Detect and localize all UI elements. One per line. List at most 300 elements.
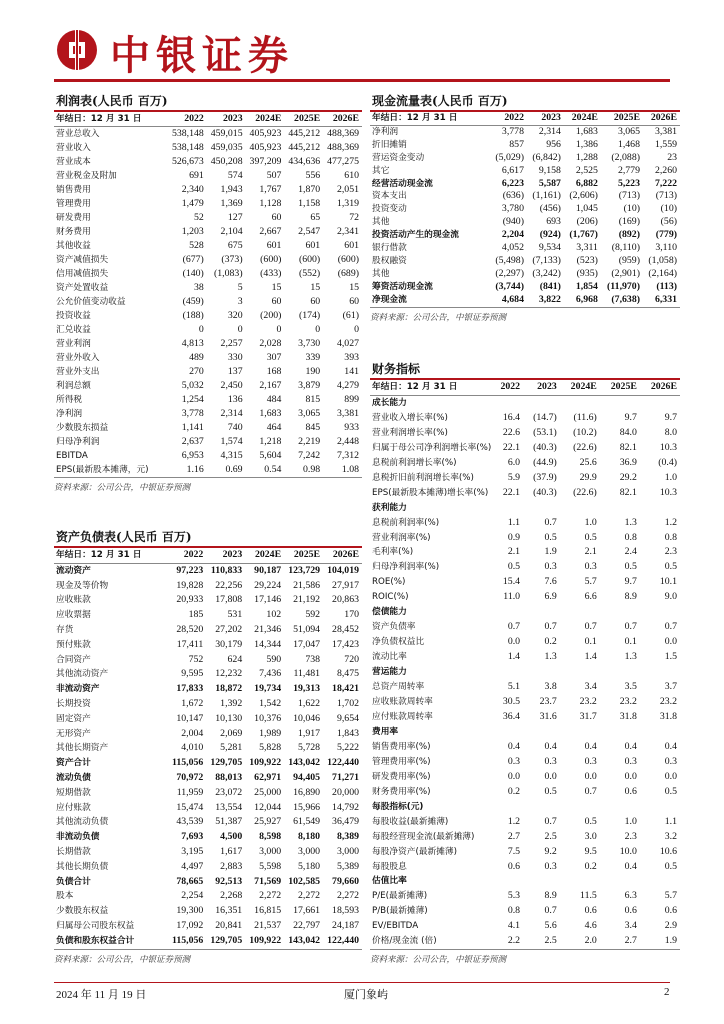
row-value: 0.1 bbox=[624, 636, 637, 648]
row-value: 6,223 bbox=[501, 177, 524, 189]
table-row bbox=[370, 650, 680, 665]
row-value: 31.8 bbox=[659, 710, 677, 722]
table-row bbox=[54, 889, 362, 904]
row-label: 所得税 bbox=[56, 395, 83, 405]
row-value: 17,423 bbox=[332, 638, 359, 650]
row-value: 36.9 bbox=[619, 456, 637, 468]
header-year-cell: 2026E bbox=[323, 112, 362, 127]
row-value: 2,268 bbox=[220, 890, 243, 902]
row-value: 0.5 bbox=[584, 531, 597, 543]
row-value: 1,479 bbox=[181, 198, 204, 209]
row-value: 1,045 bbox=[575, 203, 598, 215]
row-value: 3,000 bbox=[336, 845, 359, 857]
row-value: 18,593 bbox=[332, 905, 359, 917]
row-label: 长期借款 bbox=[56, 846, 91, 857]
table-row bbox=[54, 875, 362, 890]
row-value bbox=[523, 395, 560, 410]
footer-date: 2024 年 11 月 19 日 bbox=[56, 989, 147, 1001]
row-value: 65 bbox=[310, 212, 321, 223]
row-value: 3,311 bbox=[576, 242, 598, 254]
row-value: 2,051 bbox=[336, 184, 359, 195]
header-year-cell: 2023 bbox=[527, 112, 564, 125]
table-row bbox=[370, 904, 680, 919]
row-value: 3,381 bbox=[336, 408, 359, 419]
row-value: 11,481 bbox=[293, 668, 321, 680]
row-value: 0.2 bbox=[544, 636, 557, 648]
row-value: 2,341 bbox=[336, 226, 359, 237]
row-value: 0.5 bbox=[664, 785, 677, 797]
row-label: 财务费用 bbox=[56, 227, 91, 237]
row-value: 13,554 bbox=[215, 801, 243, 813]
row-value: 22.6 bbox=[502, 426, 521, 438]
row-value: 0.6 bbox=[624, 905, 637, 917]
row-value: 0.3 bbox=[544, 860, 557, 872]
table-row bbox=[370, 665, 680, 680]
row-label: 股权融资 bbox=[372, 255, 407, 266]
row-label: 应收账款 bbox=[56, 595, 91, 606]
row-value: 845 bbox=[305, 422, 321, 433]
row-value: 15 bbox=[349, 282, 359, 293]
row-label: 营业收入增长率(%) bbox=[372, 412, 448, 423]
row-value: (600) bbox=[298, 254, 321, 265]
row-value: 24,187 bbox=[332, 919, 359, 931]
table-row bbox=[54, 393, 362, 407]
row-value: 43,539 bbox=[176, 816, 204, 828]
row-value bbox=[492, 501, 523, 516]
row-value: 450,208 bbox=[210, 156, 243, 167]
row-value: 815 bbox=[305, 394, 321, 405]
row-label: 营业外支出 bbox=[56, 367, 100, 377]
row-value: 0.0 bbox=[507, 636, 521, 648]
row-label: 银行借款 bbox=[372, 243, 407, 254]
row-value: 5,604 bbox=[259, 450, 282, 461]
row-value: 7,242 bbox=[298, 450, 321, 461]
row-value bbox=[560, 605, 600, 620]
header-year-cell: 2023 bbox=[206, 548, 245, 563]
row-value: (523) bbox=[576, 254, 598, 266]
row-value: 477,275 bbox=[327, 156, 359, 167]
row-label: 资本支出 bbox=[372, 191, 407, 202]
table-row bbox=[54, 337, 362, 351]
table-row bbox=[370, 203, 680, 216]
row-label: 公允价值变动收益 bbox=[56, 297, 126, 307]
table-row bbox=[54, 801, 362, 816]
row-value: (56) bbox=[660, 216, 677, 228]
row-value: 30,179 bbox=[215, 638, 243, 650]
row-value: 434,636 bbox=[288, 156, 321, 167]
row-value: 8,598 bbox=[259, 831, 282, 843]
row-value: 60 bbox=[271, 296, 282, 307]
row-label: 无形资产 bbox=[56, 728, 91, 739]
table-row bbox=[54, 786, 362, 801]
header-label-cell: 年结日：12 月 31 日 bbox=[54, 112, 168, 127]
row-label: 少数股东权益 bbox=[56, 906, 109, 917]
row-label: 预付账款 bbox=[56, 639, 91, 650]
row-label: 营业利润增长率(%) bbox=[372, 427, 448, 438]
row-value: 691 bbox=[189, 170, 204, 181]
row-value bbox=[523, 874, 560, 889]
row-value: 18,421 bbox=[332, 683, 359, 695]
row-value bbox=[640, 665, 680, 680]
row-label: 其他收益 bbox=[56, 241, 91, 251]
table-row bbox=[370, 501, 680, 516]
row-value: 307 bbox=[266, 352, 282, 363]
table-row bbox=[54, 127, 362, 142]
row-value: 2,272 bbox=[259, 890, 282, 902]
row-value: 1,672 bbox=[181, 697, 204, 709]
row-value: 22,256 bbox=[215, 579, 243, 591]
row-value: 1,917 bbox=[297, 727, 321, 739]
row-value: 538,148 bbox=[171, 128, 204, 139]
row-value: 6,968 bbox=[575, 293, 598, 305]
income-title: 利润表(人民币 百万) bbox=[54, 92, 362, 112]
row-value: 3,822 bbox=[538, 293, 561, 305]
row-value: 1,392 bbox=[220, 697, 243, 709]
row-value: 20,863 bbox=[332, 594, 359, 606]
row-value: 1.08 bbox=[341, 464, 359, 475]
row-value: 61,549 bbox=[293, 816, 321, 828]
table-row bbox=[54, 860, 362, 875]
row-value bbox=[600, 605, 640, 620]
row-value: 17,808 bbox=[215, 594, 243, 606]
row-value bbox=[523, 665, 560, 680]
row-value: (1,058) bbox=[648, 254, 677, 266]
row-value: 1,943 bbox=[220, 184, 243, 195]
row-value: 0.5 bbox=[544, 531, 557, 543]
row-value: 0.6 bbox=[507, 860, 521, 872]
row-value: (3,744) bbox=[495, 280, 524, 292]
row-value: (3,242) bbox=[532, 267, 561, 279]
row-value: 60 bbox=[349, 296, 359, 307]
row-value: (10) bbox=[623, 203, 640, 215]
table-row bbox=[54, 435, 362, 449]
header-year-cell: 2025E bbox=[601, 112, 643, 125]
row-value bbox=[523, 501, 560, 516]
header-year-cell: 2022 bbox=[492, 380, 523, 395]
row-value: 1,683 bbox=[259, 408, 282, 419]
row-value: 4,279 bbox=[336, 380, 359, 391]
row-value: 23,072 bbox=[215, 786, 243, 798]
row-label: 流动比率 bbox=[372, 652, 407, 663]
row-value: 1,854 bbox=[575, 280, 598, 292]
row-value: 15 bbox=[310, 282, 321, 293]
row-value: 0.4 bbox=[584, 740, 597, 752]
row-value: 3,110 bbox=[655, 242, 677, 254]
row-label: 营业利润率(%) bbox=[372, 532, 431, 543]
table-row bbox=[54, 211, 362, 225]
row-label: 其他长期资产 bbox=[56, 743, 109, 754]
row-value: 25.6 bbox=[579, 456, 597, 468]
row-value: 5.3 bbox=[507, 890, 521, 902]
table-row bbox=[370, 934, 680, 949]
row-value: (2,297) bbox=[495, 267, 524, 279]
table-header-row bbox=[370, 112, 680, 125]
row-value: 5,223 bbox=[617, 177, 640, 189]
row-value: 92,513 bbox=[215, 875, 243, 887]
row-value: 1,218 bbox=[259, 436, 282, 447]
row-value: 484 bbox=[266, 394, 282, 405]
row-value: 3,879 bbox=[298, 380, 321, 391]
row-label: EPS(最新股本摊薄，元) bbox=[56, 465, 149, 475]
row-value: 8,389 bbox=[336, 831, 359, 843]
row-value: 8.0 bbox=[664, 426, 677, 438]
table-row bbox=[54, 169, 362, 183]
row-value: 3,065 bbox=[298, 408, 321, 419]
row-label: 营业成本 bbox=[56, 157, 91, 167]
row-value: 526,673 bbox=[171, 156, 204, 167]
table-row bbox=[54, 141, 362, 155]
row-value: 129,705 bbox=[210, 934, 243, 946]
row-value: (10) bbox=[660, 203, 677, 215]
row-value: 19,313 bbox=[293, 683, 321, 695]
header-year-cell: 2024E bbox=[564, 112, 601, 125]
row-value: (40.3) bbox=[533, 441, 557, 453]
row-value: 590 bbox=[266, 653, 282, 665]
row-label: 营业总收入 bbox=[56, 129, 100, 139]
row-value: (61) bbox=[342, 310, 359, 321]
row-value bbox=[600, 501, 640, 516]
row-value: 405,923 bbox=[249, 142, 282, 153]
row-value: 2,272 bbox=[297, 890, 321, 902]
table-row bbox=[370, 545, 680, 560]
row-value: 10,376 bbox=[254, 712, 282, 724]
row-value: 0.7 bbox=[544, 621, 557, 633]
row-value: 25,000 bbox=[254, 786, 282, 798]
row-value: 2.1 bbox=[507, 546, 521, 558]
row-label: 其他长期负债 bbox=[56, 861, 109, 872]
row-value: 5,281 bbox=[220, 742, 243, 754]
table-row bbox=[370, 216, 680, 229]
row-value: 0.3 bbox=[544, 561, 557, 573]
row-value: 610 bbox=[344, 170, 359, 181]
table-row bbox=[54, 449, 362, 463]
table-row bbox=[54, 183, 362, 197]
table-row bbox=[54, 830, 362, 845]
row-label: 长期投资 bbox=[56, 698, 91, 709]
row-value: 3,778 bbox=[501, 125, 524, 137]
header-year-cell: 2025E bbox=[284, 112, 323, 127]
row-value: 9.5 bbox=[584, 845, 597, 857]
row-value: 9,534 bbox=[538, 242, 561, 254]
table-row bbox=[370, 411, 680, 426]
table-row bbox=[54, 267, 362, 281]
row-value: (2,088) bbox=[611, 151, 640, 163]
row-value: 19,300 bbox=[176, 905, 204, 917]
row-value: 1.0 bbox=[584, 516, 597, 528]
income-table bbox=[54, 112, 362, 477]
header-year-cell: 2023 bbox=[523, 380, 560, 395]
row-value: 601 bbox=[305, 240, 321, 251]
row-value: 693 bbox=[546, 216, 561, 228]
row-value: 0.6 bbox=[584, 905, 597, 917]
row-value: 31.6 bbox=[539, 710, 557, 722]
row-value bbox=[600, 800, 640, 815]
row-value: 5.1 bbox=[507, 681, 521, 693]
row-value: 956 bbox=[546, 138, 561, 150]
header-year-cell: 2024E bbox=[560, 380, 600, 395]
row-label: 其他 bbox=[372, 217, 390, 228]
row-value: 4.6 bbox=[584, 920, 597, 932]
table-header-row bbox=[370, 380, 680, 395]
table-row bbox=[54, 579, 362, 594]
row-value: 3,381 bbox=[654, 125, 677, 137]
row-label: 营运能力 bbox=[372, 667, 407, 678]
row-label: 费用率 bbox=[372, 726, 399, 737]
table-row bbox=[370, 229, 680, 242]
row-value: (22.6) bbox=[573, 441, 597, 453]
row-value: 10.6 bbox=[659, 845, 677, 857]
table-row bbox=[370, 294, 680, 307]
ratios-section bbox=[370, 360, 680, 967]
row-value: 1,617 bbox=[220, 845, 243, 857]
header-year-cell: 2024E bbox=[245, 548, 284, 563]
row-value bbox=[640, 800, 680, 815]
row-value: 320 bbox=[227, 310, 243, 321]
table-row bbox=[370, 800, 680, 815]
row-value: 0.3 bbox=[507, 755, 521, 767]
row-value: 109,922 bbox=[249, 757, 282, 769]
row-value: 22,797 bbox=[293, 919, 321, 931]
row-value: 5.6 bbox=[544, 920, 557, 932]
row-value: 752 bbox=[188, 653, 204, 665]
row-value: 122,440 bbox=[327, 934, 359, 946]
row-value: 8,475 bbox=[336, 668, 359, 680]
row-value: 5,828 bbox=[259, 742, 282, 754]
row-value: (2,164) bbox=[648, 267, 677, 279]
row-value: 2,883 bbox=[220, 860, 243, 872]
row-value: 1,622 bbox=[297, 697, 321, 709]
row-value: 22.1 bbox=[502, 486, 521, 498]
row-label: 经营活动现金流 bbox=[372, 178, 433, 189]
row-value: 0.7 bbox=[544, 516, 557, 528]
table-row bbox=[370, 242, 680, 255]
cashflow-section bbox=[370, 92, 680, 325]
header-label-cell: 年结日：12 月 31 日 bbox=[370, 380, 492, 395]
row-value: 143,042 bbox=[288, 757, 321, 769]
row-value: 0.7 bbox=[584, 785, 597, 797]
row-value: 1,319 bbox=[336, 198, 359, 209]
row-label: EV/EBITDA bbox=[372, 921, 419, 932]
row-value: 0.54 bbox=[264, 464, 282, 475]
row-value: 71,271 bbox=[332, 771, 359, 783]
footer-page: 2 bbox=[664, 986, 670, 998]
row-value: (11.6) bbox=[573, 411, 597, 423]
row-value: 8.9 bbox=[624, 591, 637, 603]
row-value: 0.1 bbox=[584, 636, 597, 648]
row-value: 23.2 bbox=[579, 696, 597, 708]
row-value: 20,841 bbox=[215, 919, 243, 931]
cashflow-table bbox=[370, 112, 680, 307]
row-value: 601 bbox=[344, 240, 359, 251]
row-value: 62,971 bbox=[254, 771, 282, 783]
row-value: 90,187 bbox=[254, 564, 282, 576]
table-row bbox=[54, 463, 362, 477]
table-row bbox=[54, 197, 362, 211]
row-value: 21,586 bbox=[293, 579, 321, 591]
row-value: (8,110) bbox=[611, 242, 640, 254]
row-value: 738 bbox=[305, 653, 321, 665]
row-value: 556 bbox=[305, 170, 321, 181]
row-value: 60 bbox=[271, 212, 282, 223]
row-value: 3 bbox=[237, 296, 243, 307]
row-value: 29.9 bbox=[579, 471, 597, 483]
table-row bbox=[370, 740, 680, 755]
row-value: 0.3 bbox=[624, 755, 637, 767]
row-value: 393 bbox=[344, 352, 359, 363]
brand-name: 中银证券 bbox=[110, 33, 294, 79]
table-row bbox=[54, 281, 362, 295]
row-value: 23 bbox=[667, 151, 677, 163]
row-label: 信用减值损失 bbox=[56, 269, 109, 279]
row-value: 30.5 bbox=[502, 696, 521, 708]
header-year-cell: 2025E bbox=[600, 380, 640, 395]
table-row bbox=[54, 638, 362, 653]
row-value: 1.2 bbox=[664, 516, 677, 528]
row-value: 2.2 bbox=[507, 935, 521, 947]
row-value: 23.2 bbox=[659, 696, 677, 708]
row-value: 405,923 bbox=[249, 128, 282, 139]
row-value: 0.4 bbox=[544, 740, 557, 752]
row-value: 6.6 bbox=[584, 591, 597, 603]
row-value: 2,547 bbox=[298, 226, 321, 237]
row-label: 负债合计 bbox=[56, 876, 91, 887]
row-value bbox=[492, 725, 523, 740]
row-value: (600) bbox=[260, 254, 282, 265]
row-value: 1,468 bbox=[617, 138, 640, 150]
row-value: 36.4 bbox=[502, 710, 521, 722]
row-value: 3,195 bbox=[181, 845, 204, 857]
row-value: 0 bbox=[198, 324, 204, 335]
row-label: 营业外收入 bbox=[56, 353, 100, 363]
income-statement-section bbox=[54, 92, 362, 495]
row-value: 9,654 bbox=[336, 712, 359, 724]
row-value: 0 bbox=[276, 324, 282, 335]
row-label: 投资收益 bbox=[56, 311, 91, 321]
table-row bbox=[54, 239, 362, 253]
row-value: 1,843 bbox=[336, 727, 359, 739]
table-row bbox=[370, 139, 680, 152]
row-label: 非流动资产 bbox=[56, 684, 100, 695]
row-value: 3.0 bbox=[584, 830, 597, 842]
row-value: 78,665 bbox=[176, 875, 204, 887]
row-value: 5,180 bbox=[297, 860, 321, 872]
row-value bbox=[560, 501, 600, 516]
row-value: 5,598 bbox=[259, 860, 282, 872]
row-value: 21,346 bbox=[254, 623, 282, 635]
table-row bbox=[370, 845, 680, 860]
row-value bbox=[640, 395, 680, 410]
row-value: 28,520 bbox=[176, 623, 204, 635]
row-value: 6.3 bbox=[624, 890, 637, 902]
table-row bbox=[54, 253, 362, 267]
row-value: 1.1 bbox=[664, 815, 677, 827]
row-value: 507 bbox=[266, 170, 282, 181]
row-value: 10.3 bbox=[659, 486, 677, 498]
row-value: 17,833 bbox=[176, 683, 204, 695]
row-value: (5,498) bbox=[495, 254, 524, 266]
row-value bbox=[492, 874, 523, 889]
row-value: 9.7 bbox=[624, 411, 637, 423]
row-value: (53.1) bbox=[533, 426, 557, 438]
table-row bbox=[370, 815, 680, 830]
row-value: 0.2 bbox=[507, 785, 521, 797]
row-value: 4,813 bbox=[181, 338, 204, 349]
row-value: 5.7 bbox=[664, 890, 677, 902]
row-value: 10.1 bbox=[659, 576, 677, 588]
row-value: 0.5 bbox=[664, 561, 677, 573]
row-value: 7.6 bbox=[544, 576, 557, 588]
row-label: 净利润 bbox=[56, 409, 83, 419]
